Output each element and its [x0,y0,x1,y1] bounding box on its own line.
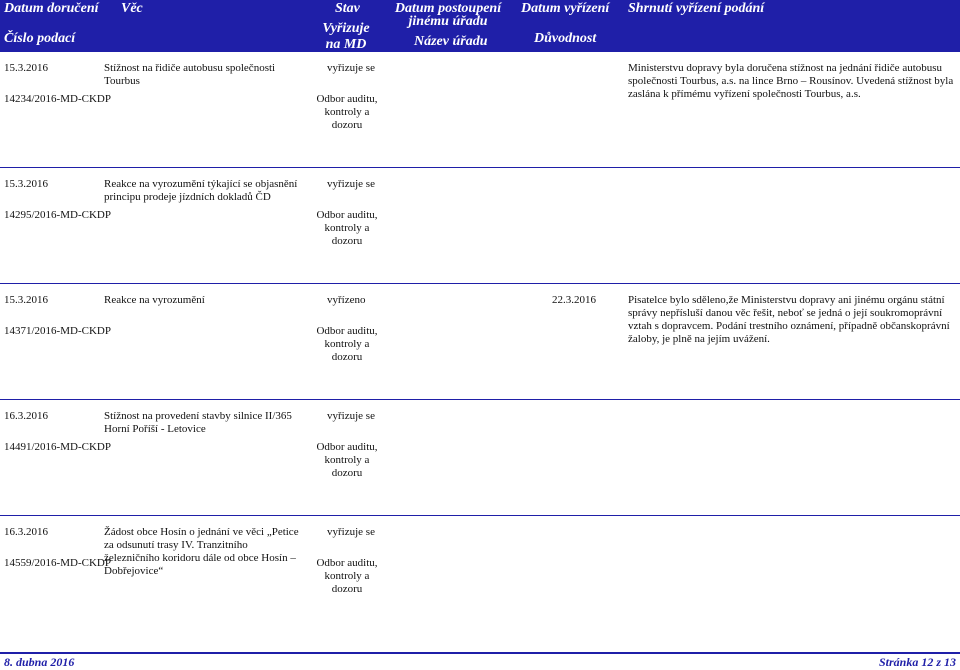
row5-vyrizuje: Odbor auditu, kontroly a dozoru [316,557,378,595]
col-nazev-uradu: Název úřadu [414,34,488,49]
row3-cislo: 14371/2016-MD-CKDP [4,325,111,337]
row4-vec: Stížnost na provedení stavby silnice II/365 Horní Poříší - Letovice [104,410,292,435]
col-datum-postoupeni-line2: jinému úřadu [408,14,488,29]
col-duvodnost: Důvodnost [534,31,597,46]
row2-stav: vyřizuje se [327,178,375,190]
row1-datum: 15.3.2016 [4,62,48,74]
row1-cislo: 14234/2016-MD-CKDP [4,93,111,105]
row3-vyrizuje: Odbor auditu, kontroly a dozoru [316,325,378,363]
row4-datum: 16.3.2016 [4,410,48,422]
row-separator [0,283,960,284]
row5-stav: vyřizuje se [327,526,375,538]
col-datum-postoupeni-line1: Datum postoupení [394,1,502,16]
page-footer [0,653,960,670]
row3-stav: vyřízeno [327,294,366,306]
row2-cislo: 14295/2016-MD-CKDP [4,209,111,221]
col-vyrizuje-line1: Vyřizuje [322,21,370,36]
row5-datum: 16.3.2016 [4,526,48,538]
row-separator [0,167,960,168]
row5-vec: Žádost obce Hosín o jednání ve věci „Petice za odsunutí trasy IV. Tranzitního železničního koridoru dále od obce Hosín – Dobřejovice“ [104,526,299,577]
col-vyrizuje-line2: na MD [325,37,367,52]
row3-vec: Reakce na vyrozumění [104,294,205,306]
row-separator [0,399,960,400]
row-separator [0,515,960,516]
row1-shrnuti: Ministerstvu dopravy byla doručena stížnost na jednání řidiče autobusu společnosti Tourbus, a.s. na lince Brno – Rousínov. Uvedená stížnost byla zaslána k přímému vyřízení společnosti Tourbus, a.s. [628,62,954,100]
row4-vyrizuje: Odbor auditu, kontroly a dozoru [316,441,378,479]
row2-vyrizuje: Odbor auditu, kontroly a dozoru [316,209,378,247]
col-datum-vyrizeni: Datum vyřízení [521,1,610,16]
col-cislo-podaci: Číslo podací [4,31,76,46]
footer-page-number: Stránka 12 z 13 [878,655,956,669]
col-shrnuti: Shrnutí vyřízení podání [628,1,765,16]
row3-datum: 15.3.2016 [4,294,48,306]
table-header [0,0,960,52]
row1-vyrizuje: Odbor auditu, kontroly a dozoru [316,93,378,131]
footer-date: 8. dubna 2016 [4,655,75,669]
row1-vec: Stížnost na řidiče autobusu společnosti Tourbus [104,62,276,87]
row3-datum-vyrizeni: 22.3.2016 [552,294,596,306]
col-datum-doruceni: Datum doručení [4,1,99,16]
row3-shrnuti: Pisatelce bylo sděleno,že Ministerstvu dopravy ani jinému orgánu státní správy nepřísluší danou věc řešit, neboť se jedná o její soukromoprávní vztah s dopravcem. Podání trestního oznámení, případně občanskoprávní žaloby, je plně na jejím uvážení. [628,294,950,345]
row2-datum: 15.3.2016 [4,178,48,190]
col-vec: Věc [121,1,143,16]
row4-cislo: 14491/2016-MD-CKDP [4,441,111,453]
row4-stav: vyřizuje se [327,410,375,422]
row1-stav: vyřizuje se [327,62,375,74]
col-stav: Stav [335,1,360,16]
row2-vec: Reakce na vyrozumění týkající se objasnění principu prodeje jízdních dokladů ČD [104,178,298,203]
row5-cislo: 14559/2016-MD-CKDP [4,557,111,569]
